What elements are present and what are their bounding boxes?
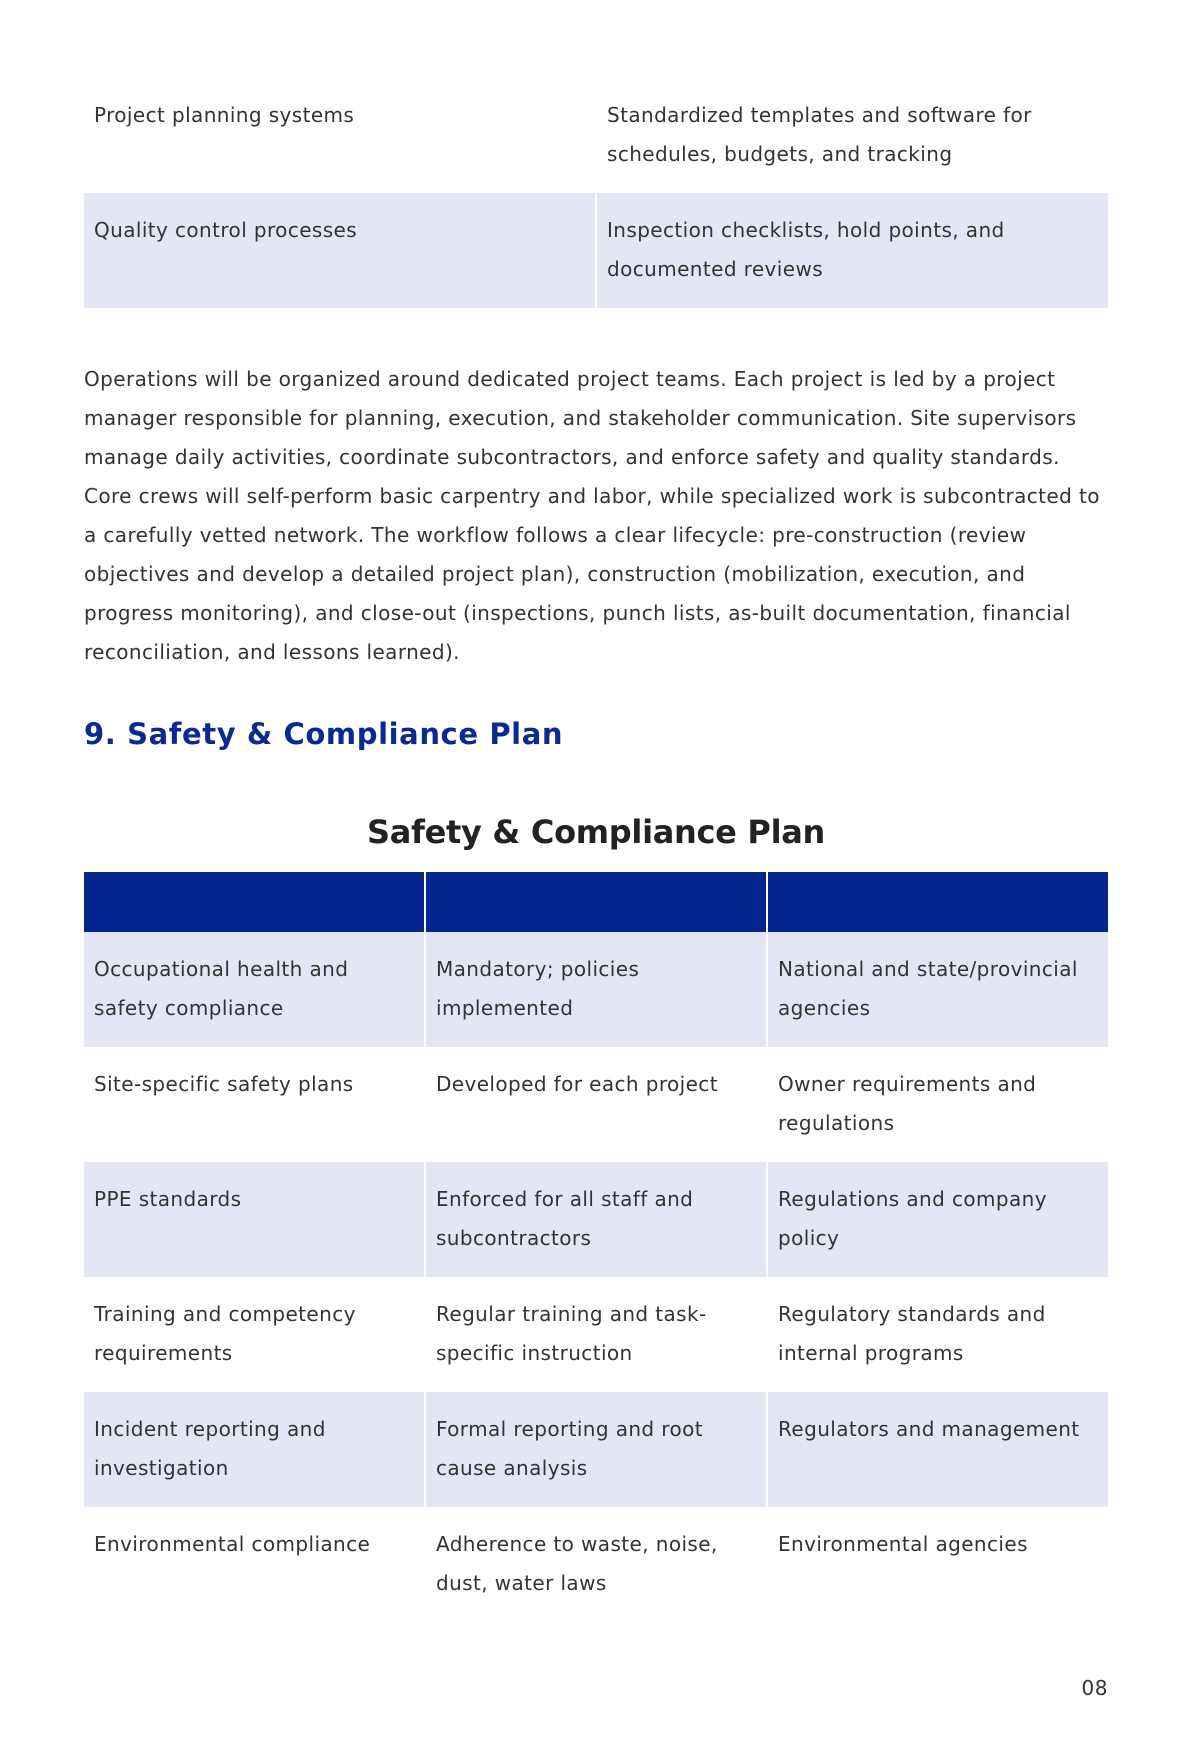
table-cell-area: Site-specific safety plans — [94, 1072, 354, 1096]
table-row — [84, 1162, 1108, 1277]
table-cell-area: Training and competency requirements — [94, 1302, 356, 1365]
table-cell-description: Inspection checklists, hold points, and documented reviews — [596, 193, 1108, 308]
table-row — [84, 1507, 1108, 1622]
operations-paragraph: Operations will be organized around dedicated project teams. Each project is led by a project manager responsible for planning, execution, and stakeholder communication. Site supervisors manage daily activities, coordinate subcontractors, and enforce safety and quality standards. Core crews will self-perform basic carpentry and labor, while specialized work is subcontracted to a carefully vetted network. The workflow follows a clear lifecycle: pre-construction (review objectives and develop a detailed project plan), construction (mobilization, execution, and progress monitoring), and close-out (inspections, punch lists, as-built documentation, financial reconciliation, and lessons learned). — [84, 367, 1100, 664]
table-cell-item: Project planning systems — [94, 103, 355, 127]
table-row — [84, 1277, 1108, 1392]
table-header-row — [84, 872, 1108, 932]
safety-compliance-table — [84, 872, 1108, 1622]
table-cell-status: Adherence to waste, noise, dust, water laws — [425, 1507, 767, 1622]
table-cell-authority: Regulations and company policy — [767, 1162, 1108, 1277]
table-cell-status: Regular training and task-specific instruction — [425, 1277, 767, 1392]
table-row — [84, 932, 1108, 1047]
page-number: 08 — [1081, 1676, 1108, 1700]
table-cell-area: Occupational health and safety compliance — [84, 932, 425, 1047]
table-row — [84, 1047, 1108, 1162]
table-cell-authority: Regulatory standards and internal programs — [767, 1277, 1108, 1392]
table-header-cell — [84, 872, 425, 932]
table-row — [84, 78, 1108, 193]
table-cell-item: Quality control processes — [84, 193, 596, 308]
table-cell-description: Standardized templates and software for schedules, budgets, and tracking — [596, 78, 1108, 193]
planning-table — [84, 78, 1108, 308]
table-cell-status: Mandatory; policies implemented — [425, 932, 767, 1047]
section-heading: 9. Safety & Compliance Plan — [84, 717, 564, 751]
table-row — [84, 193, 1108, 308]
table-header-cell — [767, 872, 1108, 932]
table-cell-status: Enforced for all staff and subcontractors — [425, 1162, 767, 1277]
table-cell-authority: Environmental agencies — [767, 1507, 1108, 1622]
table-cell-authority: National and state/provincial agencies — [767, 932, 1108, 1047]
table-title: Safety & Compliance Plan — [366, 813, 826, 851]
table-row — [84, 1392, 1108, 1507]
table-cell-status: Developed for each project — [425, 1047, 767, 1162]
table-cell-authority: Regulators and management — [767, 1392, 1108, 1507]
table-cell-area: PPE standards — [84, 1162, 425, 1277]
table-cell-status: Formal reporting and root cause analysis — [425, 1392, 767, 1507]
table-cell-authority: Owner requirements and regulations — [767, 1047, 1108, 1162]
document-page — [84, 78, 1108, 1622]
table-cell-area: Incident reporting and investigation — [84, 1392, 425, 1507]
table-cell-area: Environmental compliance — [94, 1532, 371, 1556]
table-header-cell — [425, 872, 767, 932]
